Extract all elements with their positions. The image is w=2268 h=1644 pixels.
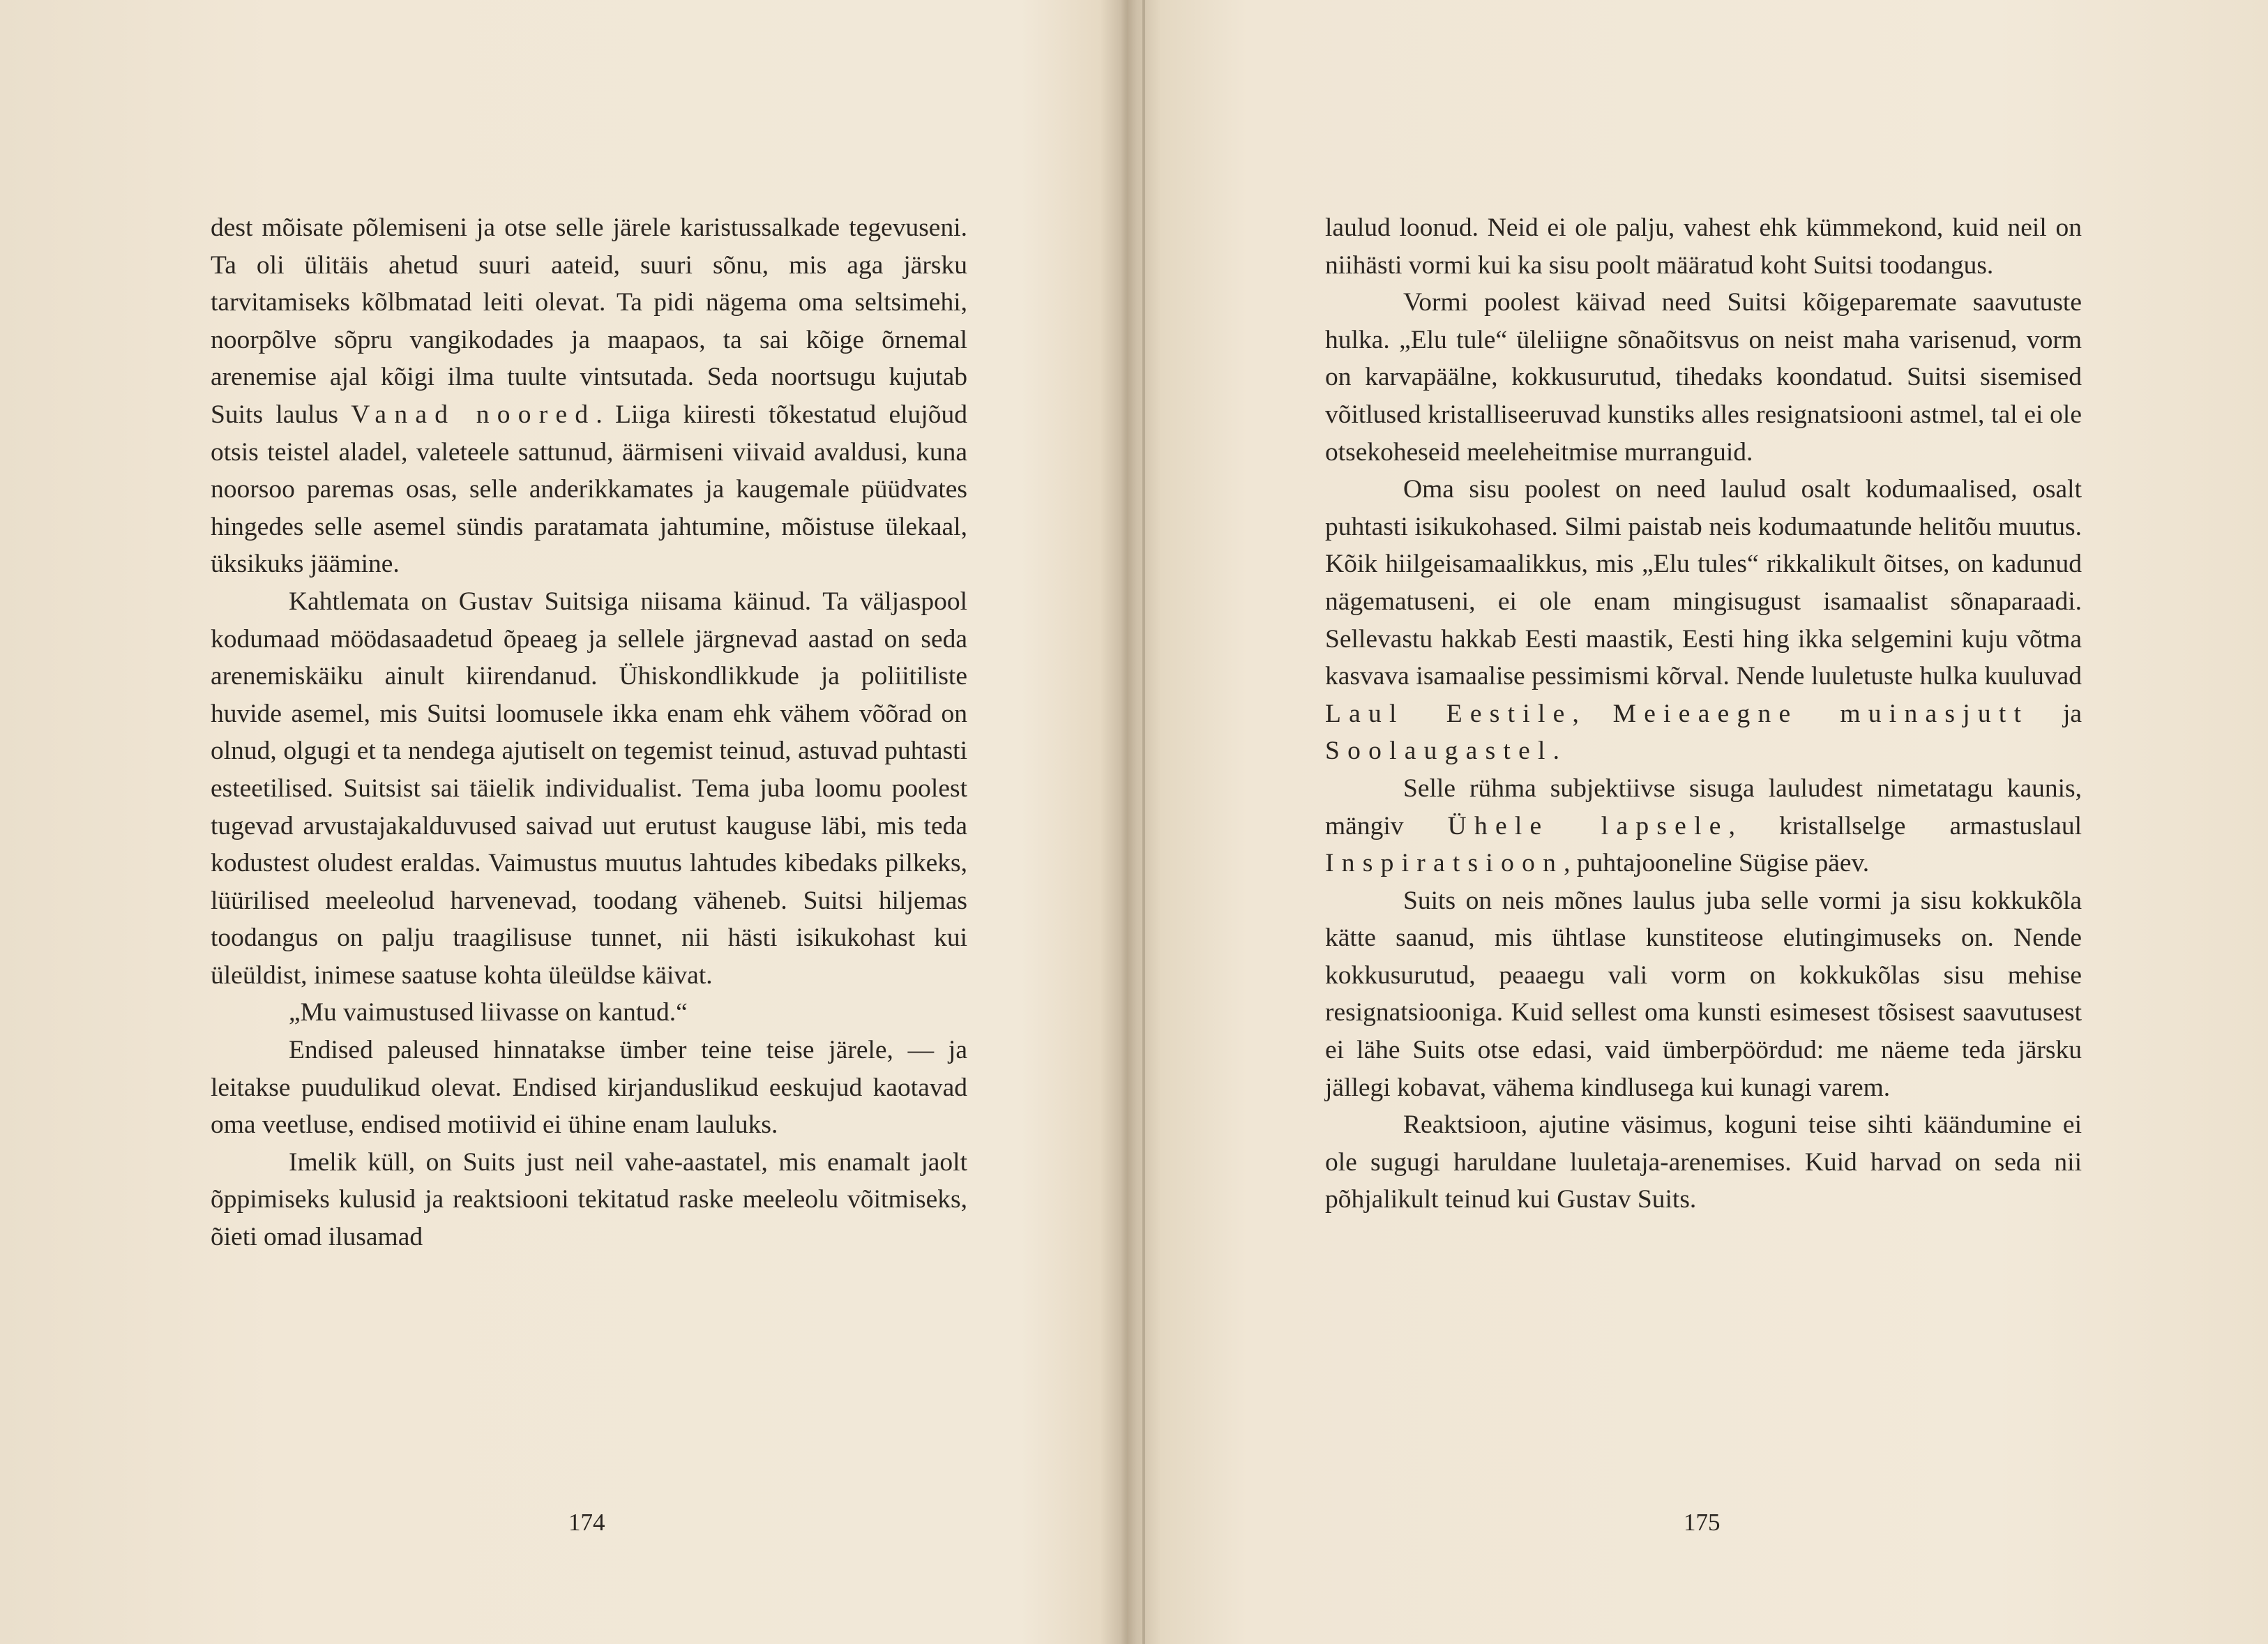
left-paragraph-2: Kahtlemata on Gustav Suitsiga niisama käinud. Ta väljaspool kodumaad möödasaadetud õpeaeg ja sellele järgnevad aastad on seda arenemiskäiku ainult kiirendanud. Ühiskondlikkude ja poliitiliste huvide asemel, mis Suitsi loomusele ikka enam ehk vähem võõrad on olnud, olgugi et ta nendega ajutiselt on tegemist teinud, astuvad puhtasti esteetilised. Suitsist sai täielik individualist. Tema juba loomu poolest tugevad arvustajakalduvused saivad uut erutust kauguse läbi, mis teda kodustest oludest eraldas. Vaimustus muutus lahtudes kibedaks pilkeks, lüürilised meeleolud harvenevad, toodang väheneb. Suitsi hiljemas toodangus on palju traagilisuse tunnet, nii hästi isikukohast kui üleüldist, inimese saatuse kohta üleüldse käivat. bbox=[211, 587, 967, 990]
left-quote: „Mu vaimustused liivasse on kantud.“ bbox=[289, 998, 688, 1027]
right-paragraph-3: Oma sisu poolest on need laulud osalt kodumaalised, osalt puhtasti isikukohased. Silmi paistab neis kodumaatunde helitõu muutus. Kõik hiilgeisamaalikkus, mis „Elu tules“ rikkalikult õitses, on kadunud nägematuseni, ei ole enam mingisugust isamaalist sõnaparaadi. Sellevastu hakkab Eesti maastik, Eesti hing ikka selgemini kuju võtma kasvava isamaalise pessimismi kõrval. Nende luuletuste hulka kuuluvad Laul Eestile, Meieaegne muinasjutt ja Soolaugastel. bbox=[1325, 475, 2082, 766]
left-page-text bbox=[211, 209, 967, 1256]
right-paragraph-5: Suits on neis mõnes laulus juba selle vormi ja sisu kokkukõla kätte saanud, mis ühtlase kunstiteose elutingimuseks on. Nende kokkusurutud, peaaegu vali vorm on kokkukõlas sisu mehise resignatsiooniga. Kuid sellest oma kunsti esimesest tõsisest saavutusest ei lähe Suits otse edasi, vaid ümberpöördud: me näeme teda järsku jällegi kobavat, vähema kindlusega kui kunagi varem. bbox=[1325, 886, 2082, 1102]
left-paragraph-1: dest mõisate põlemiseni ja otse selle järele karistussalkade tegevuseni. Ta oli ülitäis ahetud suuri aateid, suuri sõnu, mis aga järsku tarvitamiseks kõlbmatad leiti olevat. Ta pidi nägema oma seltsimehi, noorpõlve sõpru vangikodades ja maapaos, ta sai kõige õrnemal arenemise ajal kõigi ilma tuulte vintsutada. Seda noortsugu kujutab Suits laulus Vanad noored. Liiga kiiresti tõkestatud elujõud otsis teistel aladel, valeteele sattunud, äärmiseni viivaid avaldusi, kuna noorsoo paremas osas, selle anderikkamates ja kaugemale püüdvates hingedes selle asemel sündis paratamata jahtumine, mõistuse ülekaal, üksikuks jäämine. bbox=[211, 213, 967, 579]
right-paragraph-2: Vormi poolest käivad need Suitsi kõigeparemate saavutuste hulka. „Elu tule“ üleliigne sõnaõitsvus on neist maha varisenud, vorm on karvapäälne, kokkusurutud, tihedaks koondatud. Suitsi sisemised võitlused kristalliseeruvad kunstiks alles resignatsiooni astmel, tal ei ole otsekoheseid meeleheitmise murranguid. bbox=[1325, 288, 2082, 467]
right-paragraph-6: Reaktsioon, ajutine väsimus, koguni teise sihti käändumine ei ole sugugi haruldane luuletaja-arenemises. Kuid harvad on seda nii põhjalikult teinud kui Gustav Suits. bbox=[1325, 1110, 2082, 1214]
right-page-text bbox=[1325, 209, 2082, 1219]
right-paragraph-1: laulud loonud. Neid ei ole palju, vahest ehk kümmekond, kuid neil on niihästi vormi kui ka sisu poolt määratud koht Suitsi toodangus. bbox=[1325, 213, 2082, 280]
page-number-right: 175 bbox=[1684, 1509, 1721, 1536]
right-paragraph-4: Selle rühma subjektiivse sisuga lauludest nimetatagu kaunis, mängiv Ühele lapsele, kristallselge armastuslaul Inspiratsioon, puhtajooneline Sügise päev. bbox=[1325, 774, 2082, 878]
book-gutter bbox=[1142, 0, 1145, 1644]
page-number-left: 174 bbox=[568, 1509, 605, 1536]
left-paragraph-4: Imelik küll, on Suits just neil vahe-aastatel, mis enamalt jaolt õppimiseks kulusid ja reaktsiooni tekitatud raske meeleolu võitmiseks, õieti omad ilusamad bbox=[211, 1147, 967, 1252]
left-paragraph-3: Endised paleused hinnatakse ümber teine teise järele, — ja leitakse puudulikud olevat. Endised kirjanduslikud eeskujud kaotavad oma veetluse, endised motiivid ei ühine enam lauluks. bbox=[211, 1036, 967, 1140]
